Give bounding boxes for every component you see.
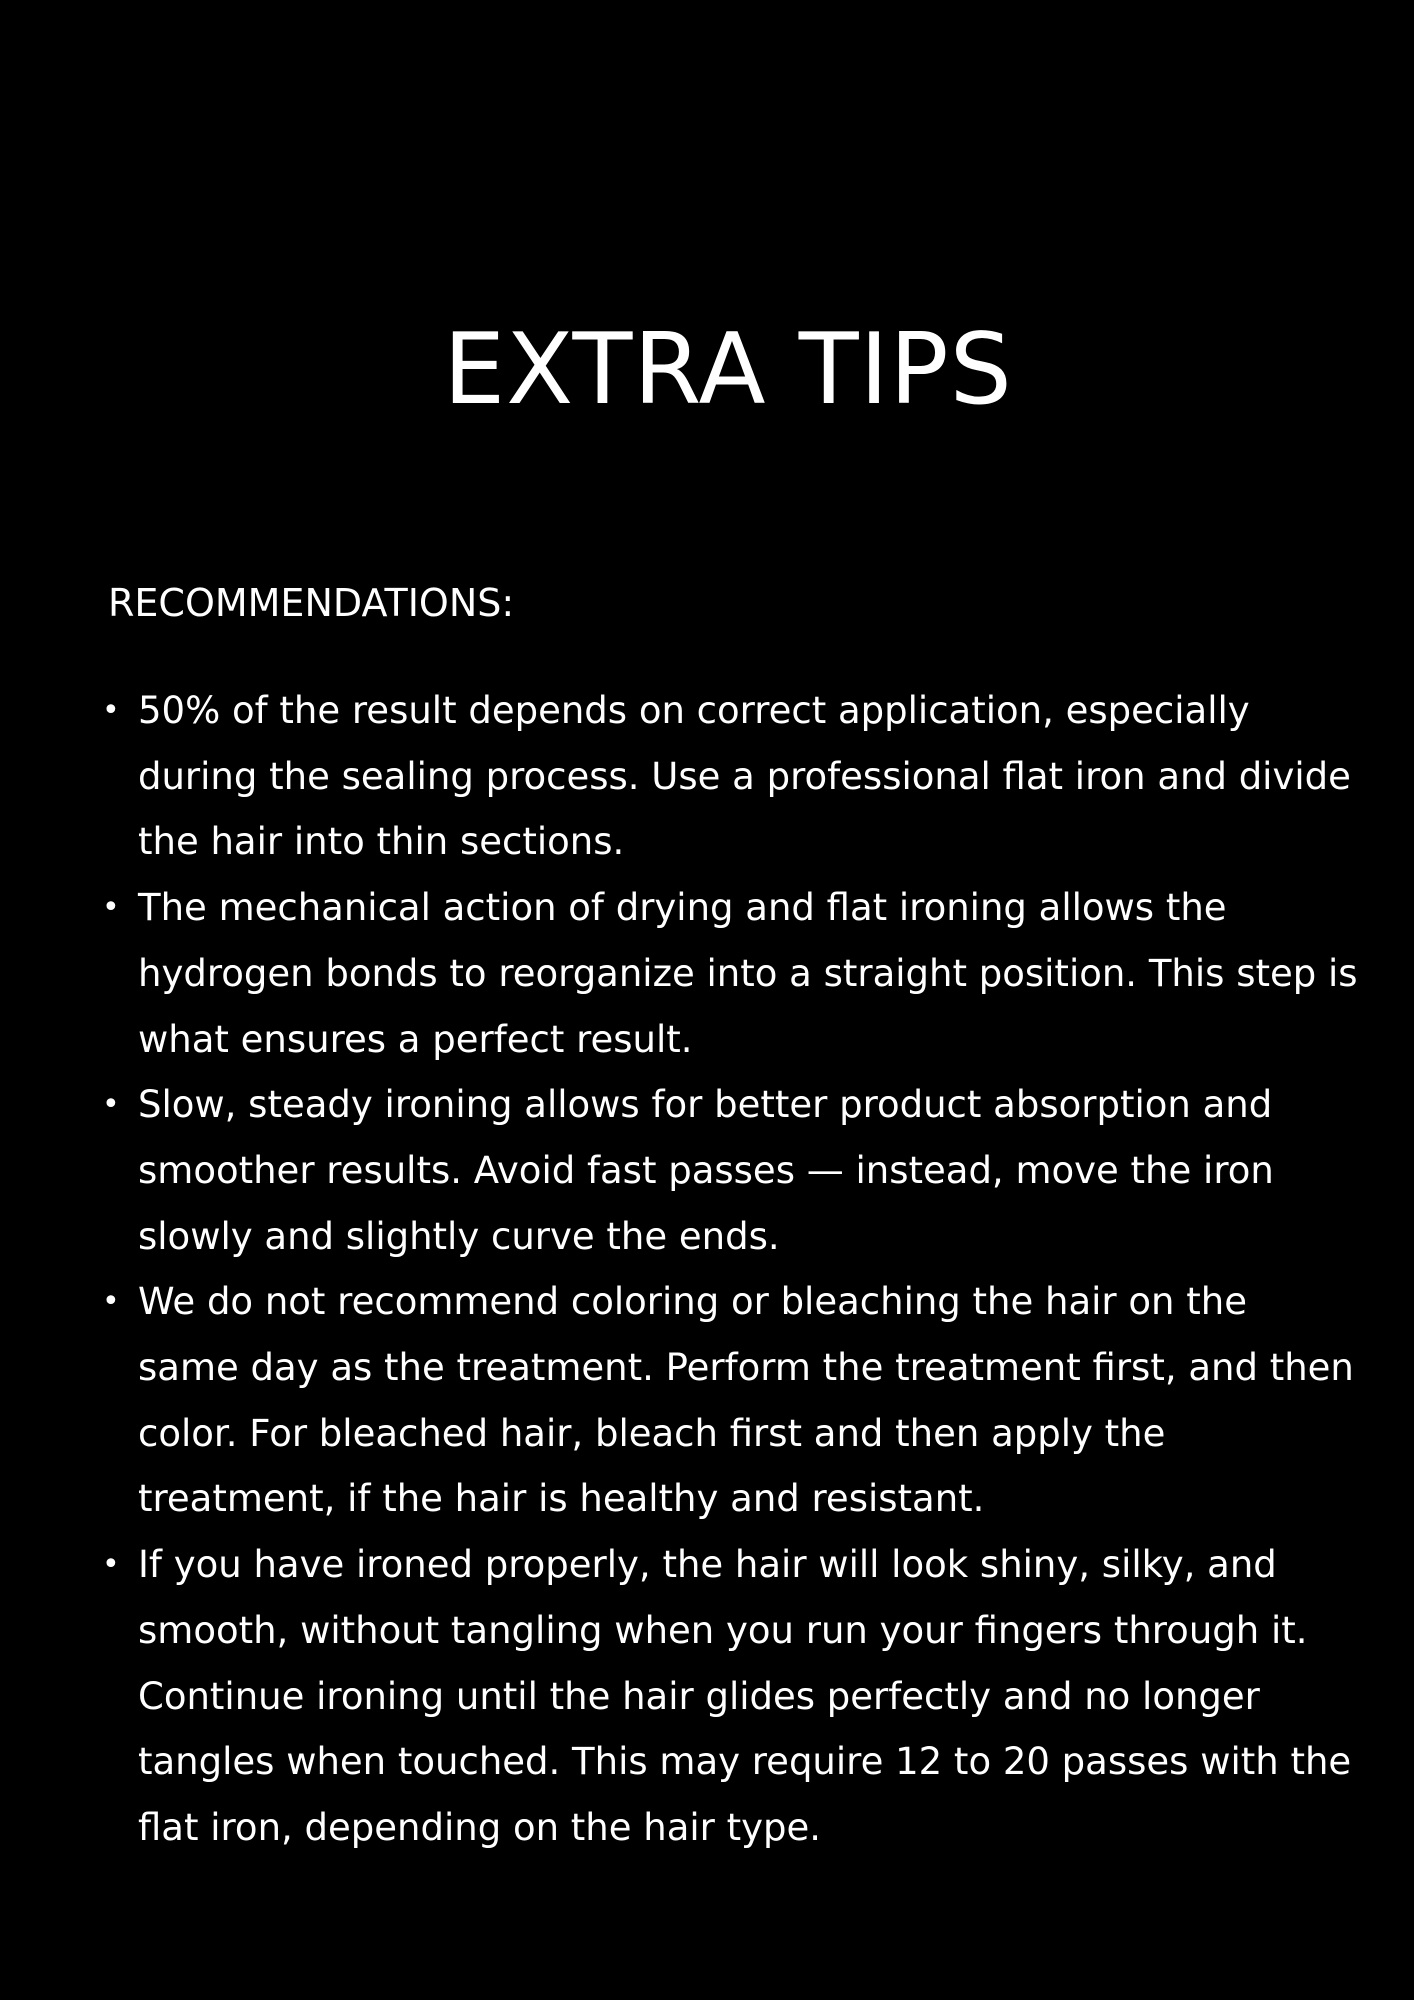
bullet-icon: • — [102, 890, 120, 926]
tip-text: We do not recommend coloring or bleaching the hair on the same day as the treatment. Perform the treatment first, and then color. For bleached hair, bleach first and then apply the treatment, if the hair is healthy and resistant. — [138, 1280, 1354, 1521]
list-item — [98, 1532, 1358, 1861]
tip-text: Slow, steady ironing allows for better product absorption and smoother results. Avoid fast passes — instead, move the iron slowly and slightly curve the ends. — [138, 1083, 1274, 1258]
bullet-icon: • — [102, 1284, 120, 1320]
bullet-icon: • — [102, 693, 120, 728]
list-item — [98, 678, 1358, 875]
list-item — [98, 1269, 1358, 1532]
page-title: EXTRA TIPS — [443, 313, 1013, 427]
bullet-icon: • — [102, 1547, 120, 1583]
tip-text: 50% of the result depends on correct application, especially during the sealing process. Use a professional flat iron and divide the hair into thin sections. — [138, 689, 1351, 864]
section-heading: RECOMMENDATIONS: — [108, 581, 515, 625]
list-item — [98, 1072, 1358, 1269]
tip-text: If you have ironed properly, the hair will look shiny, silky, and smooth, without tangling when you run your fingers through it. Continue ironing until the hair glides perfectly and no longer tangles when touched. This may require 12 to 20 passes with the flat iron, depending on the hair type. — [138, 1543, 1352, 1849]
bullet-icon: • — [102, 1087, 120, 1123]
list-item — [98, 875, 1358, 1072]
tip-text: The mechanical action of drying and flat ironing allows the hydrogen bonds to reorganize into a straight position. This step is what ensures a perfect result. — [138, 886, 1358, 1061]
tips-list — [98, 678, 1358, 1861]
